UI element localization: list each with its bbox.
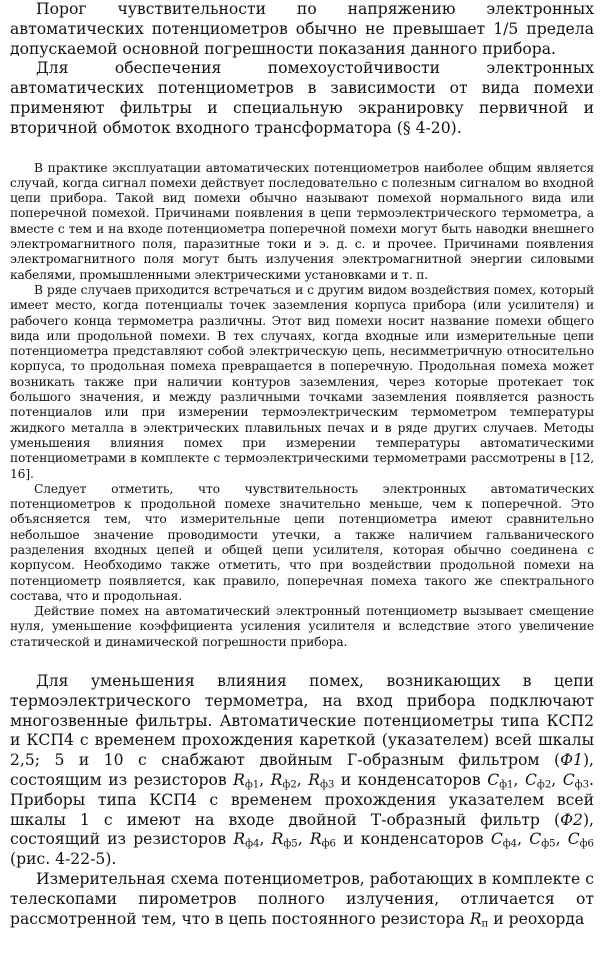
paragraph: Измерительная схема потенциометров, работающих в комплекте с телескопами пирометров полного излучения, отличается от рассмотренной тем, что в цепь постоянного резистора $R_п$ и реохорда bbox=[10, 870, 594, 930]
small-print-section bbox=[10, 161, 594, 651]
paragraph: Для обеспечения помехоустойчивости электронных автоматических потенциометров в зависимости от вида помехи применяют фильтры и специальную экранировку первичной и вторичной обмоток входного трансформатора (§ 4-20). bbox=[10, 59, 594, 137]
intro-section bbox=[10, 0, 594, 139]
paragraph: В ряде случаев приходится встречаться и с другим видом воздействия помех, который имеет место, когда потенциалы точек заземления корпуса прибора (или усилителя) и рабочего конца термометра различны. Этот вид помехи носит название помехи общего вида или продольной помехи. В тех случаях, когда входные или измерительные цепи потенциометра представляют собой электрическую цепь, несимметричную относительно корпуса, то продольная помеха превращается в поперечную. Продольная помеха может возникать также при наличии контуров заземления, через которые протекает ток большого значения, и между различными точками заземления появляется разность потенциалов или при измерении термоэлектрическим термометром температуры жидкого металла в электрических плавильных печах и в ряде других случаев. Методы уменьшения влияния помех при измерении температуры автоматическими потенциометрами в комплекте с термоэлектрическими термометрами рассмотрены в [12, 16]. bbox=[10, 282, 594, 481]
filters-section bbox=[10, 672, 594, 929]
paragraph: Порог чувствительности по напряжению электронных автоматических потенциометров обычно не превышает 1/5 предела допускаемой основной погрешности показания данного прибора. bbox=[10, 0, 594, 58]
paragraph: Действие помех на автоматический электронный потенциометр вызывает смещение нуля, уменьшение коэффициента усиления усилителя и вследствие этого увеличение статической и динамической погрешности прибора. bbox=[10, 604, 594, 649]
paragraph: Для уменьшения влияния помех, возникающих в цепи термоэлектрического термометра, на вход прибора подключают многозвенные фильтры. Автоматические потенциометры типа КСП2 и КСП4 с временем прохождения кареткой (указателем) всей шкалы 2,5; 5 и 10 с снабжают двойным Г-образным фильтром (Ф1), состоящим из резисторов $R_{ф1}$, $R_{ф2}$, $R_{ф3}$ и конденсаторов $C_{ф1}$, $C_{ф2}$, $C_{ф3}$. Приборы типа КСП4 с временем прохождения указателем всей шкалы 1 с имеют на входе двойной Т-образный фильтр (Ф2), состоящий из резисторов $R_{ф4}$, $R_{ф5}$, $R_{ф6}$ и конденсаторов $C_{ф4}$, $C_{ф5}$, $C_{ф6}$ (рис. 4-22-5). bbox=[10, 672, 594, 869]
paragraph: В практике эксплуатации автоматических потенциометров наиболее общим является случай, когда сигнал помехи действует последовательно с полезным сигналом во входной цепи прибора. Такой вид помехи обычно называют помехой нормального вида или поперечной помехой. Причинами появления в цепи термоэлектрического термометра, а вместе с тем и на входе потенциометра поперечной помехи могут быть наводки внешнего электромагнитного поля, паразитные токи и э. д. с. и прочее. Причинами появления электромагнитного поля могут быть излучения электромагнитной энергии силовыми кабелями, промышленными электрическими установками и т. п. bbox=[10, 160, 594, 282]
paragraph: Следует отметить, что чувствительность электронных автоматических потенциометров к продольной помехе значительно меньше, чем к поперечной. Это объясняется тем, что измерительные цепи потенциометра имеют сравнительно небольшое значение проводимости утечки, а также наличием гальванического разделения входных цепей и общей цепи усилителя, которая обычно соединена с корпусом. Необходимо также отметить, что при воздействии продольной помехи на потенциометр появляется, как правило, поперечная помеха такого же спектрального состава, что и продольная. bbox=[10, 481, 594, 603]
